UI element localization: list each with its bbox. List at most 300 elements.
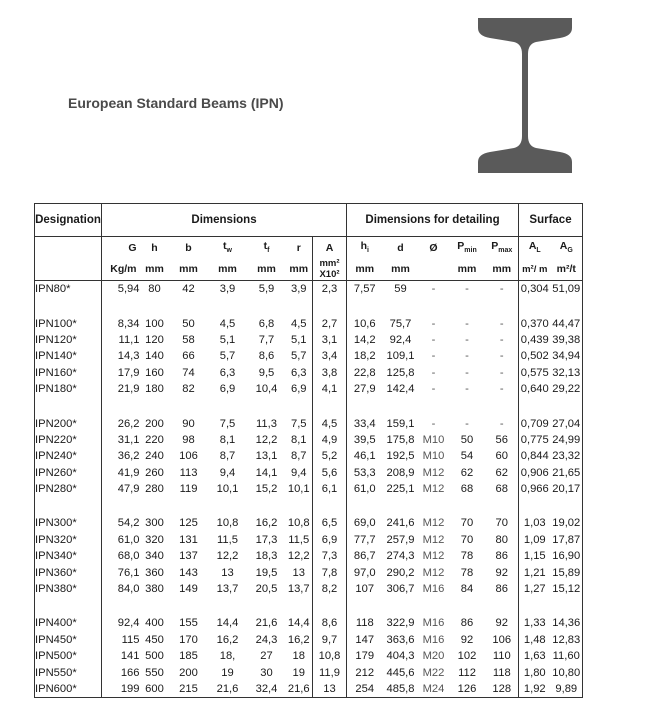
value-cell: 109,1 xyxy=(386,350,415,363)
table-row xyxy=(35,381,583,397)
value-cell: 140 xyxy=(145,350,164,363)
value-cell: 322,9 xyxy=(386,617,415,630)
value-cell: 212 xyxy=(355,666,375,679)
value-cell: 1,21 xyxy=(523,566,546,579)
value-cell: 10,8 xyxy=(313,648,347,664)
value-cell: 2,7 xyxy=(313,315,347,331)
value-cell: - xyxy=(465,417,469,430)
value-cell: 92 xyxy=(486,564,519,580)
value-cell: 225,1 xyxy=(386,483,415,496)
value-cell: 19,02 xyxy=(551,515,583,531)
value-cell: 1,03 xyxy=(523,517,546,530)
group-dimensions: Dimensions xyxy=(102,204,347,237)
value-cell: 32,4 xyxy=(248,681,286,698)
unit-al: m²/ m xyxy=(519,258,551,281)
value-cell: 450 xyxy=(145,633,164,646)
value-cell: - xyxy=(431,366,436,379)
value-cell: 8,34 xyxy=(117,317,140,330)
value-cell: - xyxy=(431,383,436,396)
value-cell: 0,906 xyxy=(520,466,549,479)
value-cell: 0,502 xyxy=(520,350,549,363)
unit-h: mm xyxy=(140,258,170,281)
value-cell: 9,4 xyxy=(219,466,236,479)
value-cell: 147 xyxy=(355,633,375,646)
value-cell: 160 xyxy=(145,366,164,379)
ipn-table xyxy=(34,203,583,698)
value-cell: 7,5 xyxy=(219,417,236,430)
value-cell: 13,1 xyxy=(255,450,278,463)
value-cell: 21,6 xyxy=(255,617,278,630)
designation-cell: IPN550* xyxy=(35,664,102,680)
value-cell: 19,5 xyxy=(255,566,278,579)
table-row xyxy=(35,615,583,631)
spacer-row xyxy=(35,597,583,615)
value-cell: 92,4 xyxy=(389,333,412,346)
value-cell: 24,99 xyxy=(551,432,583,448)
sym-tf: $t_f$ xyxy=(263,240,270,255)
value-cell: 0,370 xyxy=(520,317,549,330)
value-cell: 254 xyxy=(347,681,383,698)
value-cell: 18, xyxy=(219,650,236,663)
value-cell: 5,7 xyxy=(219,350,236,363)
value-cell: 10,80 xyxy=(551,664,583,680)
value-cell: 17,87 xyxy=(551,532,583,548)
value-cell: 143 xyxy=(179,566,198,579)
value-cell: 5,2 xyxy=(313,448,347,464)
value-cell: 14,3 xyxy=(117,350,140,363)
value-cell: 12,2 xyxy=(255,433,278,446)
value-cell: 166 xyxy=(120,666,140,679)
value-cell: 1,48 xyxy=(523,633,546,646)
value-cell: M16 xyxy=(422,617,445,630)
sym-diameter: Ø xyxy=(429,241,438,254)
value-cell: 97,0 xyxy=(353,566,376,579)
value-cell: 3,1 xyxy=(313,332,347,348)
value-cell: 54 xyxy=(460,450,474,463)
value-cell: 4,5 xyxy=(219,317,236,330)
value-cell: 10,1 xyxy=(216,483,239,496)
value-cell: - xyxy=(465,317,469,330)
value-cell: 8,2 xyxy=(313,581,347,597)
sym-tw: $t_w$ xyxy=(223,240,232,255)
value-cell: M12 xyxy=(422,483,445,496)
value-cell: 27,04 xyxy=(551,415,583,431)
value-cell: M10 xyxy=(422,433,445,446)
spacer-row xyxy=(35,497,583,515)
value-cell: 185 xyxy=(179,650,198,663)
unit-r: mm xyxy=(286,258,313,281)
value-cell: 8,7 xyxy=(219,450,236,463)
value-cell: 1,09 xyxy=(523,533,546,546)
value-cell: 0,304 xyxy=(520,283,549,296)
value-cell: 60 xyxy=(486,448,519,464)
sym-al: $A_L$ xyxy=(528,240,541,255)
value-cell: 15,2 xyxy=(255,483,278,496)
value-cell: 70 xyxy=(486,515,519,531)
value-cell: 3,4 xyxy=(313,348,347,364)
value-cell: 5,9 xyxy=(258,283,275,296)
value-cell: 46,1 xyxy=(353,450,376,463)
unit-ag: m²/t xyxy=(551,258,583,281)
value-cell: 300 xyxy=(145,517,164,530)
value-cell: 0,966 xyxy=(520,483,549,496)
designation-cell: IPN180* xyxy=(35,381,102,397)
table-row xyxy=(35,448,583,464)
value-cell: 14,1 xyxy=(255,466,278,479)
value-cell: 257,9 xyxy=(386,533,415,546)
table-row xyxy=(35,365,583,381)
value-cell: 10,4 xyxy=(255,383,278,396)
value-cell: 19 xyxy=(221,666,234,679)
value-cell: 59 xyxy=(394,283,407,296)
value-cell: M24 xyxy=(419,681,449,698)
value-cell: 13,7 xyxy=(287,583,310,596)
designation-cell: IPN340* xyxy=(35,548,102,564)
table-row xyxy=(35,532,583,548)
value-cell: 14,2 xyxy=(353,333,376,346)
value-cell: 6,3 xyxy=(219,366,236,379)
table-row xyxy=(35,348,583,364)
value-cell: 1,27 xyxy=(523,583,546,596)
value-cell: 102 xyxy=(457,650,477,663)
unit-tw: mm xyxy=(208,258,248,281)
value-cell: 68,0 xyxy=(117,550,140,563)
value-cell: 56 xyxy=(486,432,519,448)
designation-cell: IPN300* xyxy=(35,515,102,531)
value-cell: 6,8 xyxy=(258,317,275,330)
value-cell: 16,90 xyxy=(551,548,583,564)
value-cell: M12 xyxy=(422,566,445,579)
value-cell: - xyxy=(486,365,519,381)
value-cell: 274,3 xyxy=(386,550,415,563)
table-row xyxy=(35,681,583,698)
value-cell: 0,844 xyxy=(520,450,549,463)
value-cell: 126 xyxy=(449,681,486,698)
value-cell: 13 xyxy=(313,681,347,698)
unit-b: mm xyxy=(170,258,208,281)
value-cell: 24,3 xyxy=(255,633,278,646)
value-cell: 137 xyxy=(179,550,198,563)
value-cell: 115 xyxy=(121,633,140,646)
value-cell: - xyxy=(486,315,519,331)
group-detailing: Dimensions for detailing xyxy=(347,204,519,237)
value-cell: - xyxy=(431,417,436,430)
value-cell: 485,8 xyxy=(383,681,419,698)
value-cell: 27,9 xyxy=(353,383,376,396)
value-cell: 66 xyxy=(182,350,195,363)
value-cell: 0,439 xyxy=(520,333,549,346)
value-cell: 41,9 xyxy=(117,466,140,479)
value-cell: 14,4 xyxy=(287,617,310,630)
value-cell: 260 xyxy=(145,466,164,479)
group-designation: Designation xyxy=(35,204,102,237)
value-cell: 18,2 xyxy=(353,350,376,363)
value-cell: 62 xyxy=(460,466,474,479)
value-cell: 220 xyxy=(145,433,164,446)
value-cell: 76,1 xyxy=(117,566,140,579)
table-row xyxy=(35,581,583,597)
table-row xyxy=(35,465,583,481)
value-cell: 8,1 xyxy=(219,433,236,446)
value-cell: 200 xyxy=(145,417,164,430)
designation-cell: IPN400* xyxy=(35,615,102,631)
value-cell: 125 xyxy=(179,517,198,530)
value-cell: 61,0 xyxy=(353,483,376,496)
value-cell: 200 xyxy=(179,666,198,679)
unit-pmin: mm xyxy=(449,258,486,281)
value-cell: 118 xyxy=(355,617,374,630)
value-cell: 21,9 xyxy=(117,383,140,396)
value-cell: 340 xyxy=(145,550,164,563)
value-cell: 306,7 xyxy=(386,583,415,596)
designation-cell: IPN450* xyxy=(35,632,102,648)
value-cell: 4,5 xyxy=(290,317,307,330)
value-cell: 33,4 xyxy=(353,417,376,430)
value-cell: 8,6 xyxy=(313,615,347,631)
unit-g: Kg/m xyxy=(102,258,140,281)
value-cell: 53,3 xyxy=(353,466,376,479)
value-cell: 21,65 xyxy=(551,465,583,481)
value-cell: - xyxy=(431,350,436,363)
value-cell: 39,38 xyxy=(551,332,583,348)
value-cell: 12,83 xyxy=(551,632,583,648)
designation-cell: IPN280* xyxy=(35,481,102,497)
sym-pmax: $P_{max}$ xyxy=(486,237,519,259)
value-cell: 13 xyxy=(221,566,234,579)
value-cell: - xyxy=(465,333,469,346)
value-cell: 68 xyxy=(486,481,519,497)
value-cell: 500 xyxy=(145,650,164,663)
value-cell: 9,4 xyxy=(290,466,307,479)
group-surface: Surface xyxy=(519,204,583,237)
value-cell: 170 xyxy=(179,633,198,646)
value-cell: 26,2 xyxy=(117,417,140,430)
value-cell: 113 xyxy=(179,466,198,479)
value-cell: 8,6 xyxy=(258,350,275,363)
value-cell: 320 xyxy=(145,533,164,546)
unit-tf: mm xyxy=(248,258,286,281)
value-cell: 128 xyxy=(486,681,519,698)
value-cell: 20,5 xyxy=(255,583,278,596)
value-cell: 68 xyxy=(460,483,474,496)
value-cell: 13,7 xyxy=(216,583,239,596)
value-cell: 61,0 xyxy=(117,533,140,546)
value-cell: 16,2 xyxy=(287,633,310,646)
value-cell: 3,9 xyxy=(219,283,236,296)
table-body xyxy=(35,281,583,698)
value-cell: 131 xyxy=(179,533,198,546)
sym-a: A xyxy=(313,237,347,259)
value-cell: 120 xyxy=(145,333,164,346)
value-cell: - xyxy=(465,366,469,379)
sym-b: b xyxy=(185,241,192,254)
value-cell: 70 xyxy=(460,533,474,546)
value-cell: 112 xyxy=(458,666,476,679)
value-cell: 16,2 xyxy=(216,633,239,646)
value-cell: 2,3 xyxy=(313,281,347,298)
designation-cell: IPN380* xyxy=(35,581,102,597)
value-cell: M16 xyxy=(422,633,445,646)
value-cell: 21,6 xyxy=(286,681,313,698)
designation-cell: IPN240* xyxy=(35,448,102,464)
value-cell: - xyxy=(486,281,519,298)
value-cell: 44,47 xyxy=(551,315,583,331)
value-cell: 10,1 xyxy=(287,483,310,496)
sym-d: d xyxy=(397,241,404,254)
unit-hi: mm xyxy=(347,258,383,281)
value-cell: 34,94 xyxy=(551,348,583,364)
value-cell: 155 xyxy=(179,617,198,630)
sym-h: h xyxy=(151,241,158,254)
value-cell: 15,89 xyxy=(551,564,583,580)
table-row xyxy=(35,332,583,348)
value-cell: - xyxy=(465,350,469,363)
value-cell: - xyxy=(431,283,436,296)
value-cell: 17,9 xyxy=(117,366,140,379)
value-cell: M12 xyxy=(422,466,445,479)
value-cell: 10,6 xyxy=(353,317,376,330)
spacer-row xyxy=(35,397,583,415)
value-cell: 5,1 xyxy=(290,333,307,346)
table-row xyxy=(35,664,583,680)
value-cell: 7,57 xyxy=(353,283,376,296)
value-cell: 192,5 xyxy=(386,450,415,463)
table-row xyxy=(35,548,583,564)
value-cell: 600 xyxy=(140,681,170,698)
value-cell: 7,8 xyxy=(313,564,347,580)
value-cell: 86,7 xyxy=(353,550,376,563)
value-cell: 363,6 xyxy=(386,633,415,646)
value-cell: 86 xyxy=(486,548,519,564)
value-cell: 5,6 xyxy=(313,465,347,481)
designation-cell: IPN100* xyxy=(35,315,102,331)
table-row xyxy=(35,281,583,298)
value-cell: 78 xyxy=(460,550,474,563)
value-cell: - xyxy=(465,383,469,396)
value-cell: 31,1 xyxy=(117,433,140,446)
page-title: European Standard Beams (IPN) xyxy=(68,95,284,111)
value-cell: 404,3 xyxy=(386,650,415,663)
group-header-row xyxy=(35,204,583,237)
value-cell: 50 xyxy=(182,317,195,330)
value-cell: 19 xyxy=(292,666,305,679)
value-cell: 74 xyxy=(182,366,195,379)
value-cell: 4,1 xyxy=(313,381,347,397)
value-cell: 3,8 xyxy=(313,365,347,381)
value-cell: 15,12 xyxy=(551,581,583,597)
value-cell: 125,8 xyxy=(386,366,415,379)
value-cell: 92 xyxy=(486,615,519,631)
value-cell: 47,9 xyxy=(117,483,140,496)
designation-cell: IPN260* xyxy=(35,465,102,481)
value-cell: 17,3 xyxy=(255,533,278,546)
value-cell: 98 xyxy=(182,433,195,446)
sym-r: r xyxy=(296,241,301,254)
value-cell: 84 xyxy=(460,583,474,596)
value-cell: 77,7 xyxy=(353,533,376,546)
i-beam-profile-icon xyxy=(470,18,580,173)
value-cell: - xyxy=(431,333,436,346)
value-cell: 0,775 xyxy=(520,433,549,446)
value-cell: 550 xyxy=(145,666,164,679)
designation-cell: IPN600* xyxy=(35,681,102,698)
value-cell: 180 xyxy=(145,383,164,396)
value-cell: 14,36 xyxy=(551,615,583,631)
value-cell: 179 xyxy=(355,650,375,663)
value-cell: 149 xyxy=(179,583,198,596)
value-cell: 58 xyxy=(182,333,195,346)
value-cell: 1,80 xyxy=(523,666,546,679)
value-cell: 360 xyxy=(145,566,164,579)
value-cell: 118 xyxy=(486,664,519,680)
designation-cell: IPN360* xyxy=(35,564,102,580)
value-cell: 10,8 xyxy=(216,517,239,530)
value-cell: 5,7 xyxy=(290,350,307,363)
value-cell: 8,7 xyxy=(290,450,307,463)
unit-pmax: mm xyxy=(486,258,519,281)
value-cell: 380 xyxy=(145,583,164,596)
value-cell: 11,5 xyxy=(288,533,310,546)
value-cell: 110 xyxy=(486,648,519,664)
value-cell: 7,3 xyxy=(313,548,347,564)
table-row xyxy=(35,315,583,331)
value-cell: 62 xyxy=(486,465,519,481)
value-cell: - xyxy=(486,381,519,397)
value-cell: 10,8 xyxy=(287,517,310,530)
value-cell: 11,9 xyxy=(313,664,347,680)
designation-cell: IPN80* xyxy=(35,281,102,298)
value-cell: 82 xyxy=(182,383,195,396)
value-cell: 13 xyxy=(292,566,305,579)
value-cell: 141 xyxy=(120,650,140,663)
value-cell: 290,2 xyxy=(386,566,415,579)
value-cell: 32,13 xyxy=(551,365,583,381)
value-cell: - xyxy=(486,415,519,431)
table-row xyxy=(35,415,583,431)
designation-cell: IPN160* xyxy=(35,365,102,381)
value-cell: 9,89 xyxy=(551,681,583,698)
table-row xyxy=(35,564,583,580)
sym-pmin: $P_{min}$ xyxy=(457,240,477,255)
value-cell: M20 xyxy=(422,650,445,663)
value-cell: 54,2 xyxy=(117,517,140,530)
value-cell: 240 xyxy=(145,450,164,463)
value-cell: 1,63 xyxy=(523,650,546,663)
value-cell: 69,0 xyxy=(353,517,376,530)
value-cell: 11,3 xyxy=(256,417,277,430)
value-cell: M22 xyxy=(422,666,445,679)
value-cell: 6,9 xyxy=(290,383,307,396)
designation-cell: IPN320* xyxy=(35,532,102,548)
value-cell: - xyxy=(486,332,519,348)
value-cell: 84,0 xyxy=(117,583,140,596)
value-cell: 90 xyxy=(182,417,195,430)
designation-cell: IPN220* xyxy=(35,432,102,448)
value-cell: 106 xyxy=(486,632,519,648)
value-cell: 9,5 xyxy=(258,366,275,379)
value-cell: 29,22 xyxy=(551,381,583,397)
value-cell: 14,4 xyxy=(216,617,239,630)
value-cell: 12,2 xyxy=(287,550,310,563)
spacer-row xyxy=(35,297,583,315)
value-cell: 36,2 xyxy=(117,450,140,463)
value-cell: 42 xyxy=(182,283,195,296)
sym-hi: $h_i$ xyxy=(360,240,369,255)
value-cell: 280 xyxy=(145,483,164,496)
value-cell: 5,1 xyxy=(219,333,236,346)
table-row xyxy=(35,432,583,448)
value-cell: 0,575 xyxy=(520,366,549,379)
